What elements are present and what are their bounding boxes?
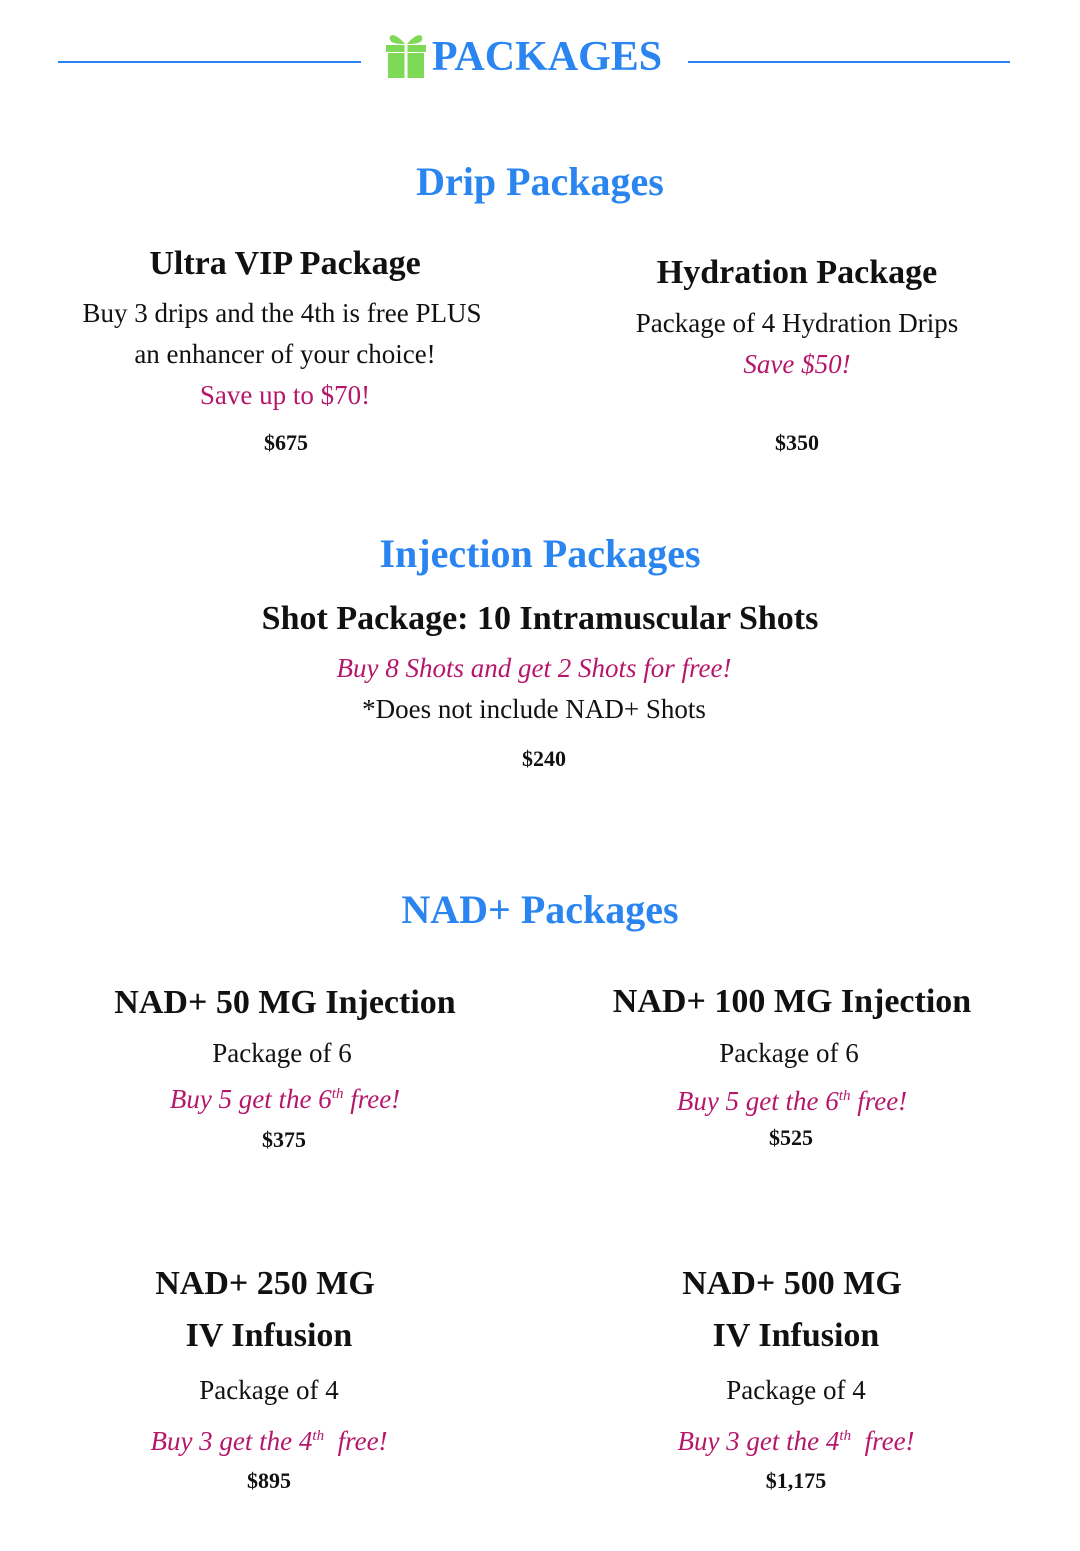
nad50-desc: Package of 6 <box>212 1038 352 1068</box>
ultra-line2: an enhancer of your choice! <box>134 339 436 369</box>
ultra-title: Ultra VIP Package <box>149 245 421 282</box>
hydration-price: $350 <box>775 430 819 455</box>
nad100-price: $525 <box>769 1125 813 1150</box>
shot-title: Shot Package: 10 Intramuscular Shots <box>261 600 819 637</box>
shot-promo: Buy 8 Shots and get 2 Shots for free! <box>336 653 732 683</box>
divider-right <box>688 61 1010 63</box>
nad50-title: NAD+ 50 MG Injection <box>114 984 456 1021</box>
nad100-desc: Package of 6 <box>719 1038 859 1068</box>
nad250-title2: IV Infusion <box>185 1317 353 1354</box>
page-title: PACKAGES <box>431 34 663 80</box>
drip-heading: Drip Packages <box>416 159 664 204</box>
nad500-title: NAD+ 500 MG <box>682 1265 902 1302</box>
hydration-promo: Save $50! <box>743 349 851 379</box>
nad500-title2: IV Infusion <box>712 1317 880 1354</box>
nad-heading: NAD+ Packages <box>401 887 679 932</box>
nad50-price: $375 <box>262 1127 306 1152</box>
ultra-promo: Save up to $70! <box>199 380 371 410</box>
divider-left <box>58 61 361 63</box>
nad250-desc: Package of 4 <box>199 1375 339 1405</box>
nad500-desc: Package of 4 <box>726 1375 866 1405</box>
hydration-desc: Package of 4 Hydration Drips <box>635 308 959 338</box>
gift-icon <box>386 31 426 78</box>
nad250-promo: Buy 3 get the 4th free! <box>150 1426 388 1456</box>
ultra-price: $675 <box>264 430 308 455</box>
nad50-promo: Buy 5 get the 6th free! <box>169 1084 401 1114</box>
ultra-line1: Buy 3 drips and the 4th is free PLUS <box>82 298 482 328</box>
hydration-title: Hydration Package <box>656 254 938 291</box>
nad100-promo: Buy 5 get the 6th free! <box>676 1086 908 1116</box>
nad500-promo: Buy 3 get the 4th free! <box>677 1426 915 1456</box>
shot-price: $240 <box>522 746 566 771</box>
injection-heading: Injection Packages <box>379 531 701 576</box>
nad250-title: NAD+ 250 MG <box>155 1265 375 1302</box>
shot-note: *Does not include NAD+ Shots <box>362 694 706 724</box>
nad100-title: NAD+ 100 MG Injection <box>612 983 972 1020</box>
nad500-price: $1,175 <box>765 1468 827 1493</box>
nad250-price: $895 <box>247 1468 291 1493</box>
